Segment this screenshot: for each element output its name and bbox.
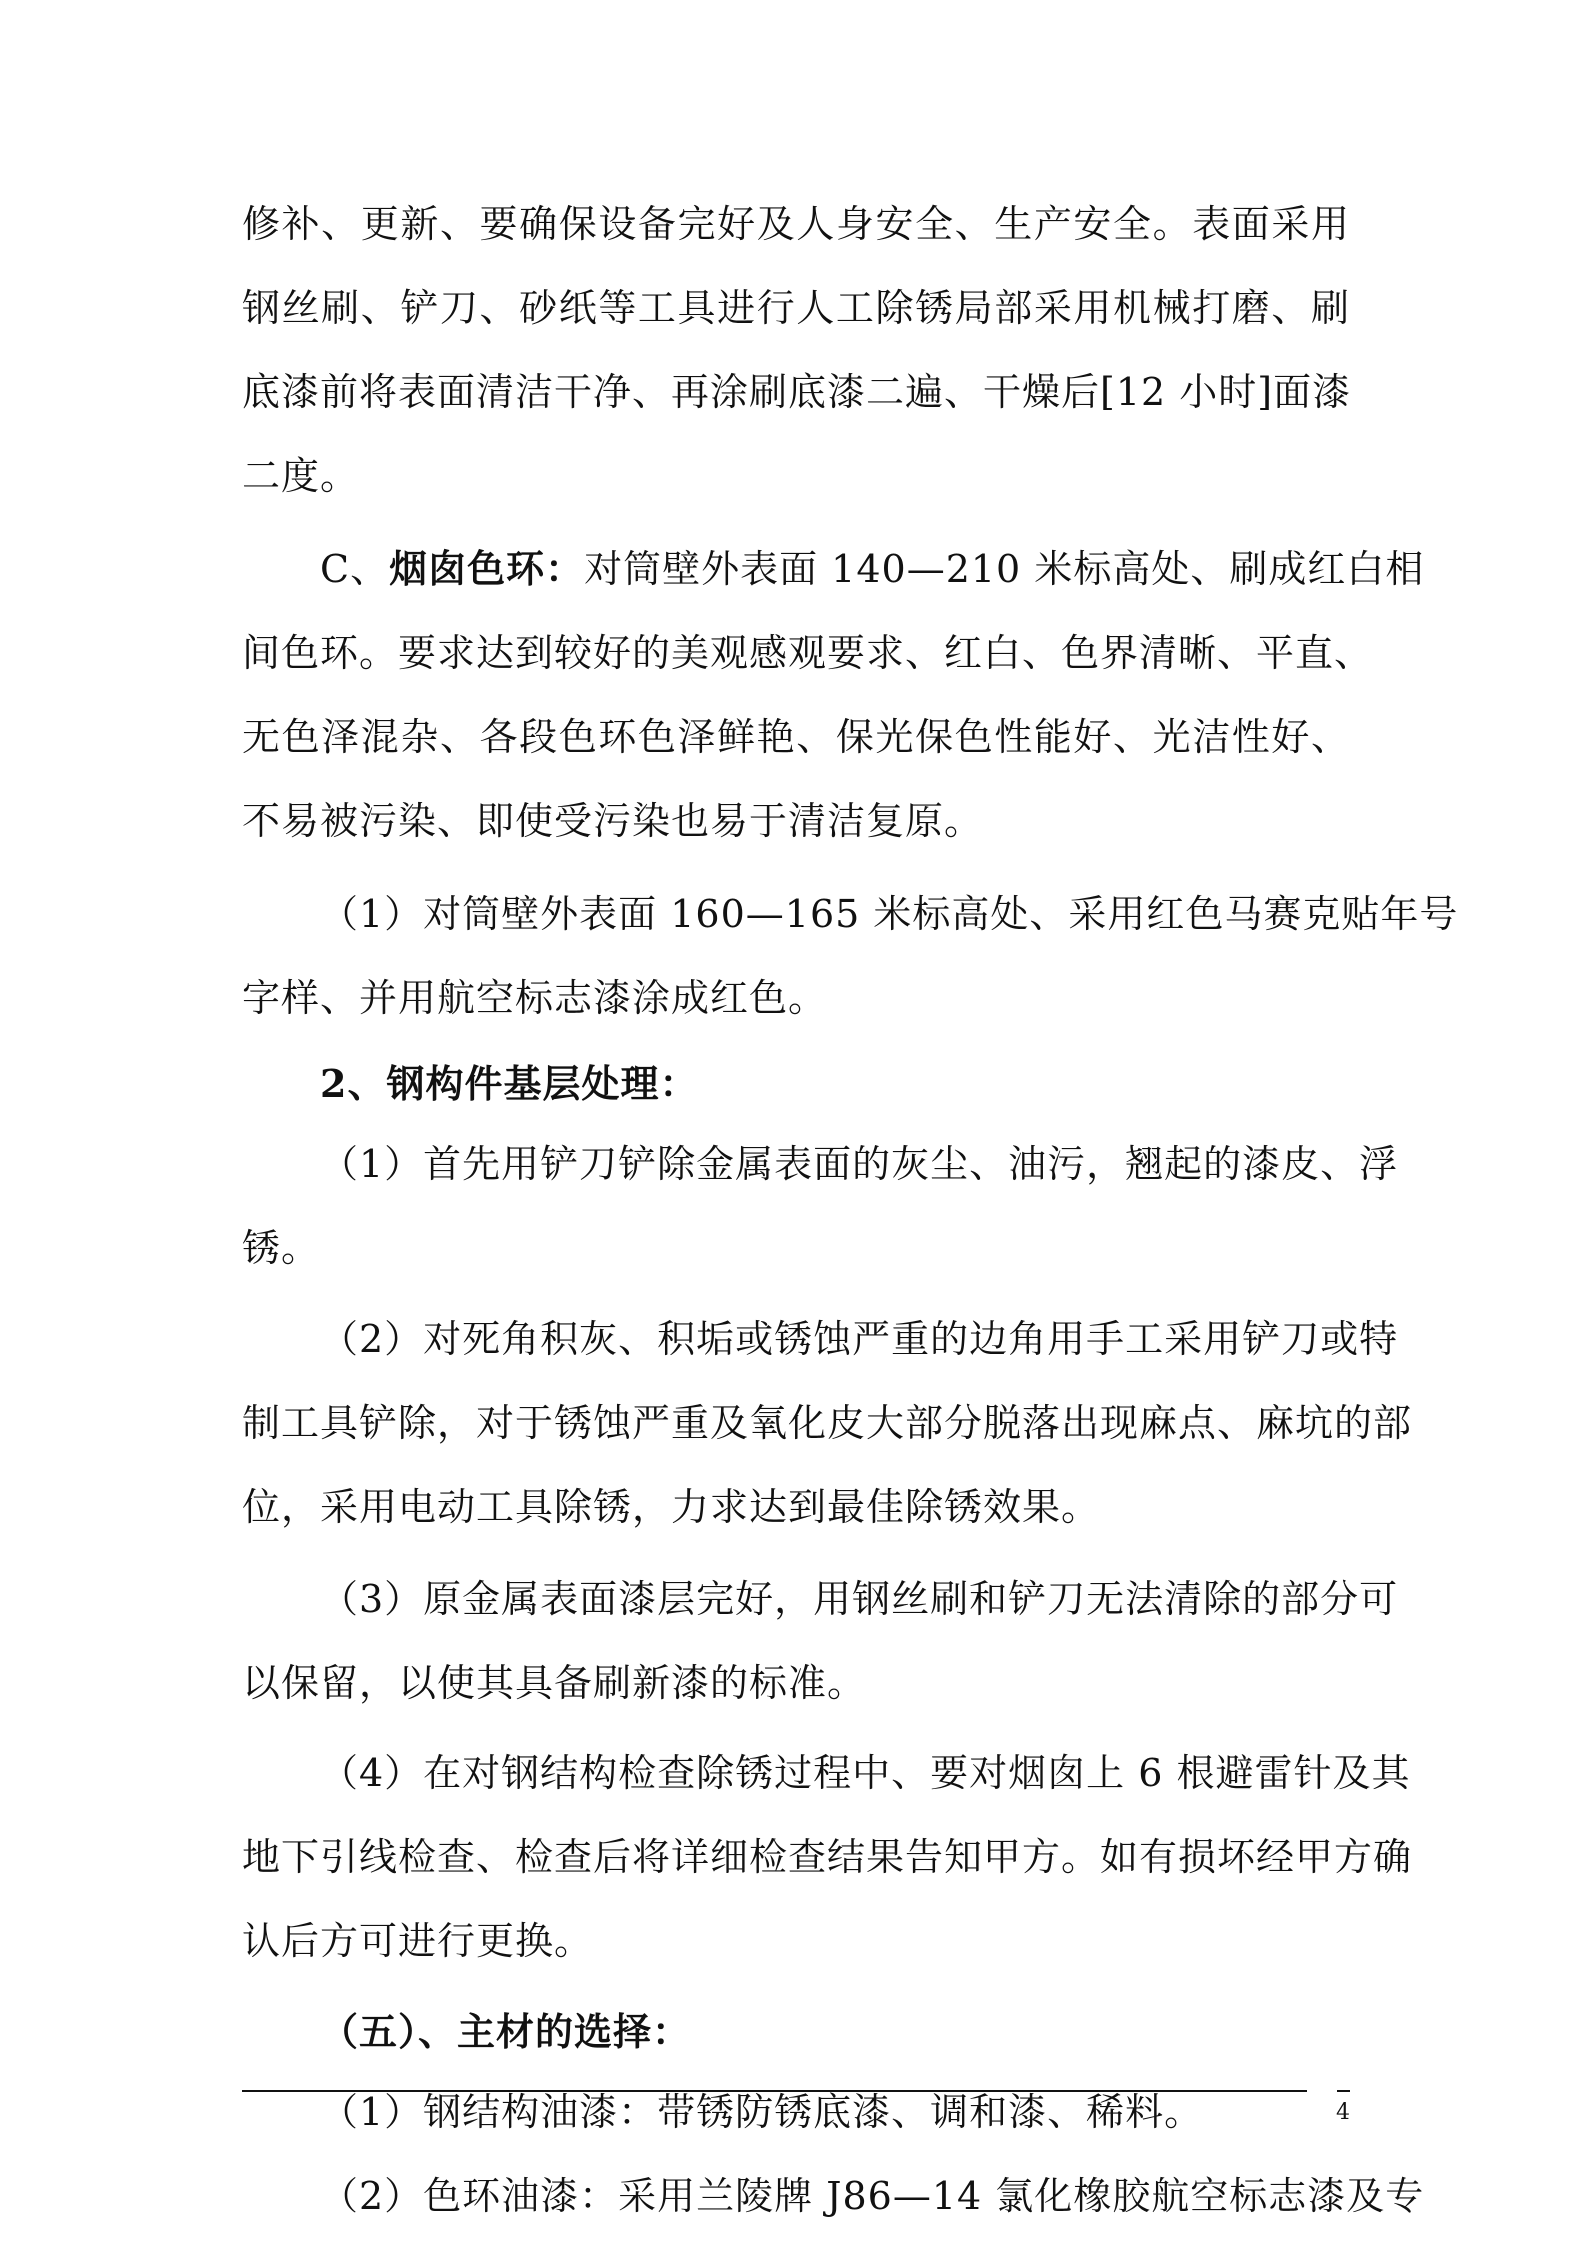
text-line: 间色环。要求达到较好的美观感观要求、红白、色界清晰、平直、 [242, 631, 1374, 675]
text-line: 修补、更新、要确保设备完好及人身安全、生产安全。表面采用 [242, 202, 1350, 246]
text-line: 锈。 [242, 1226, 321, 1270]
text-line: （1）首先用铲刀铲除金属表面的灰尘、油污，翘起的漆皮、浮 [320, 1142, 1399, 1186]
text-line: 认后方可进行更换。 [242, 1919, 594, 1963]
text-line: （4）在对钢结构检查除锈过程中、要对烟囱上 6 根避雷针及其 [320, 1751, 1411, 1795]
text-line: 位，采用电动工具除锈，力求达到最佳除锈效果。 [242, 1485, 1101, 1529]
text-line: 制工具铲除，对于锈蚀严重及氧化皮大部分脱落出现麻点、麻坑的部 [242, 1401, 1413, 1445]
section-5-heading: （五）、主材的选择： [320, 2009, 692, 2054]
text-line: 钢丝刷、铲刀、砂纸等工具进行人工除锈局部采用机械打磨、刷 [242, 286, 1350, 330]
page-number: 4 [1336, 2100, 1350, 2125]
text-line: 底漆前将表面清洁干净、再涂刷底漆二遍、干燥后[12 小时]面漆 [242, 370, 1352, 414]
section-c-prefix: C、 [320, 547, 390, 591]
page-number-dash [1337, 2090, 1350, 2092]
text-line: （3）原金属表面漆层完好，用钢丝刷和铲刀无法清除的部分可 [320, 1577, 1399, 1621]
text-line: （1）钢结构油漆：带锈防锈底漆、调和漆、稀料。 [320, 2090, 1204, 2134]
section-2-heading: 2、钢构件基层处理： [320, 1061, 699, 1106]
text-line: 不易被污染、即使受污染也易于清洁复原。 [242, 799, 984, 843]
text-line: 以保留，以使其具备刷新漆的标准。 [242, 1661, 867, 1705]
text-line: 地下引线检查、检查后将详细检查结果告知甲方。如有损坏经甲方确 [242, 1835, 1413, 1879]
text-line: （2）色环油漆：采用兰陵牌 J86—14 氯化橡胶航空标志漆及专 [320, 2174, 1425, 2218]
text-line: （1）对筒壁外表面 160—165 米标高处、采用红色马赛克贴年号 [320, 892, 1459, 936]
section-c-title: 烟囱色环： [389, 546, 585, 591]
text-line: 二度。 [242, 454, 360, 498]
text-line: 无色泽混杂、各段色环色泽鲜艳、保光保色性能好、光洁性好、 [242, 715, 1350, 759]
text-line: （2）对死角积灰、积垢或锈蚀严重的边角用手工采用铲刀或特 [320, 1317, 1399, 1361]
text-line: 字样、并用航空标志漆涂成红色。 [242, 976, 828, 1020]
footer-divider [242, 2090, 1307, 2092]
section-c-heading-line [320, 545, 1424, 593]
section-c-text: 对筒壁外表面 140—210 米标高处、刷成红白相 [584, 547, 1425, 591]
